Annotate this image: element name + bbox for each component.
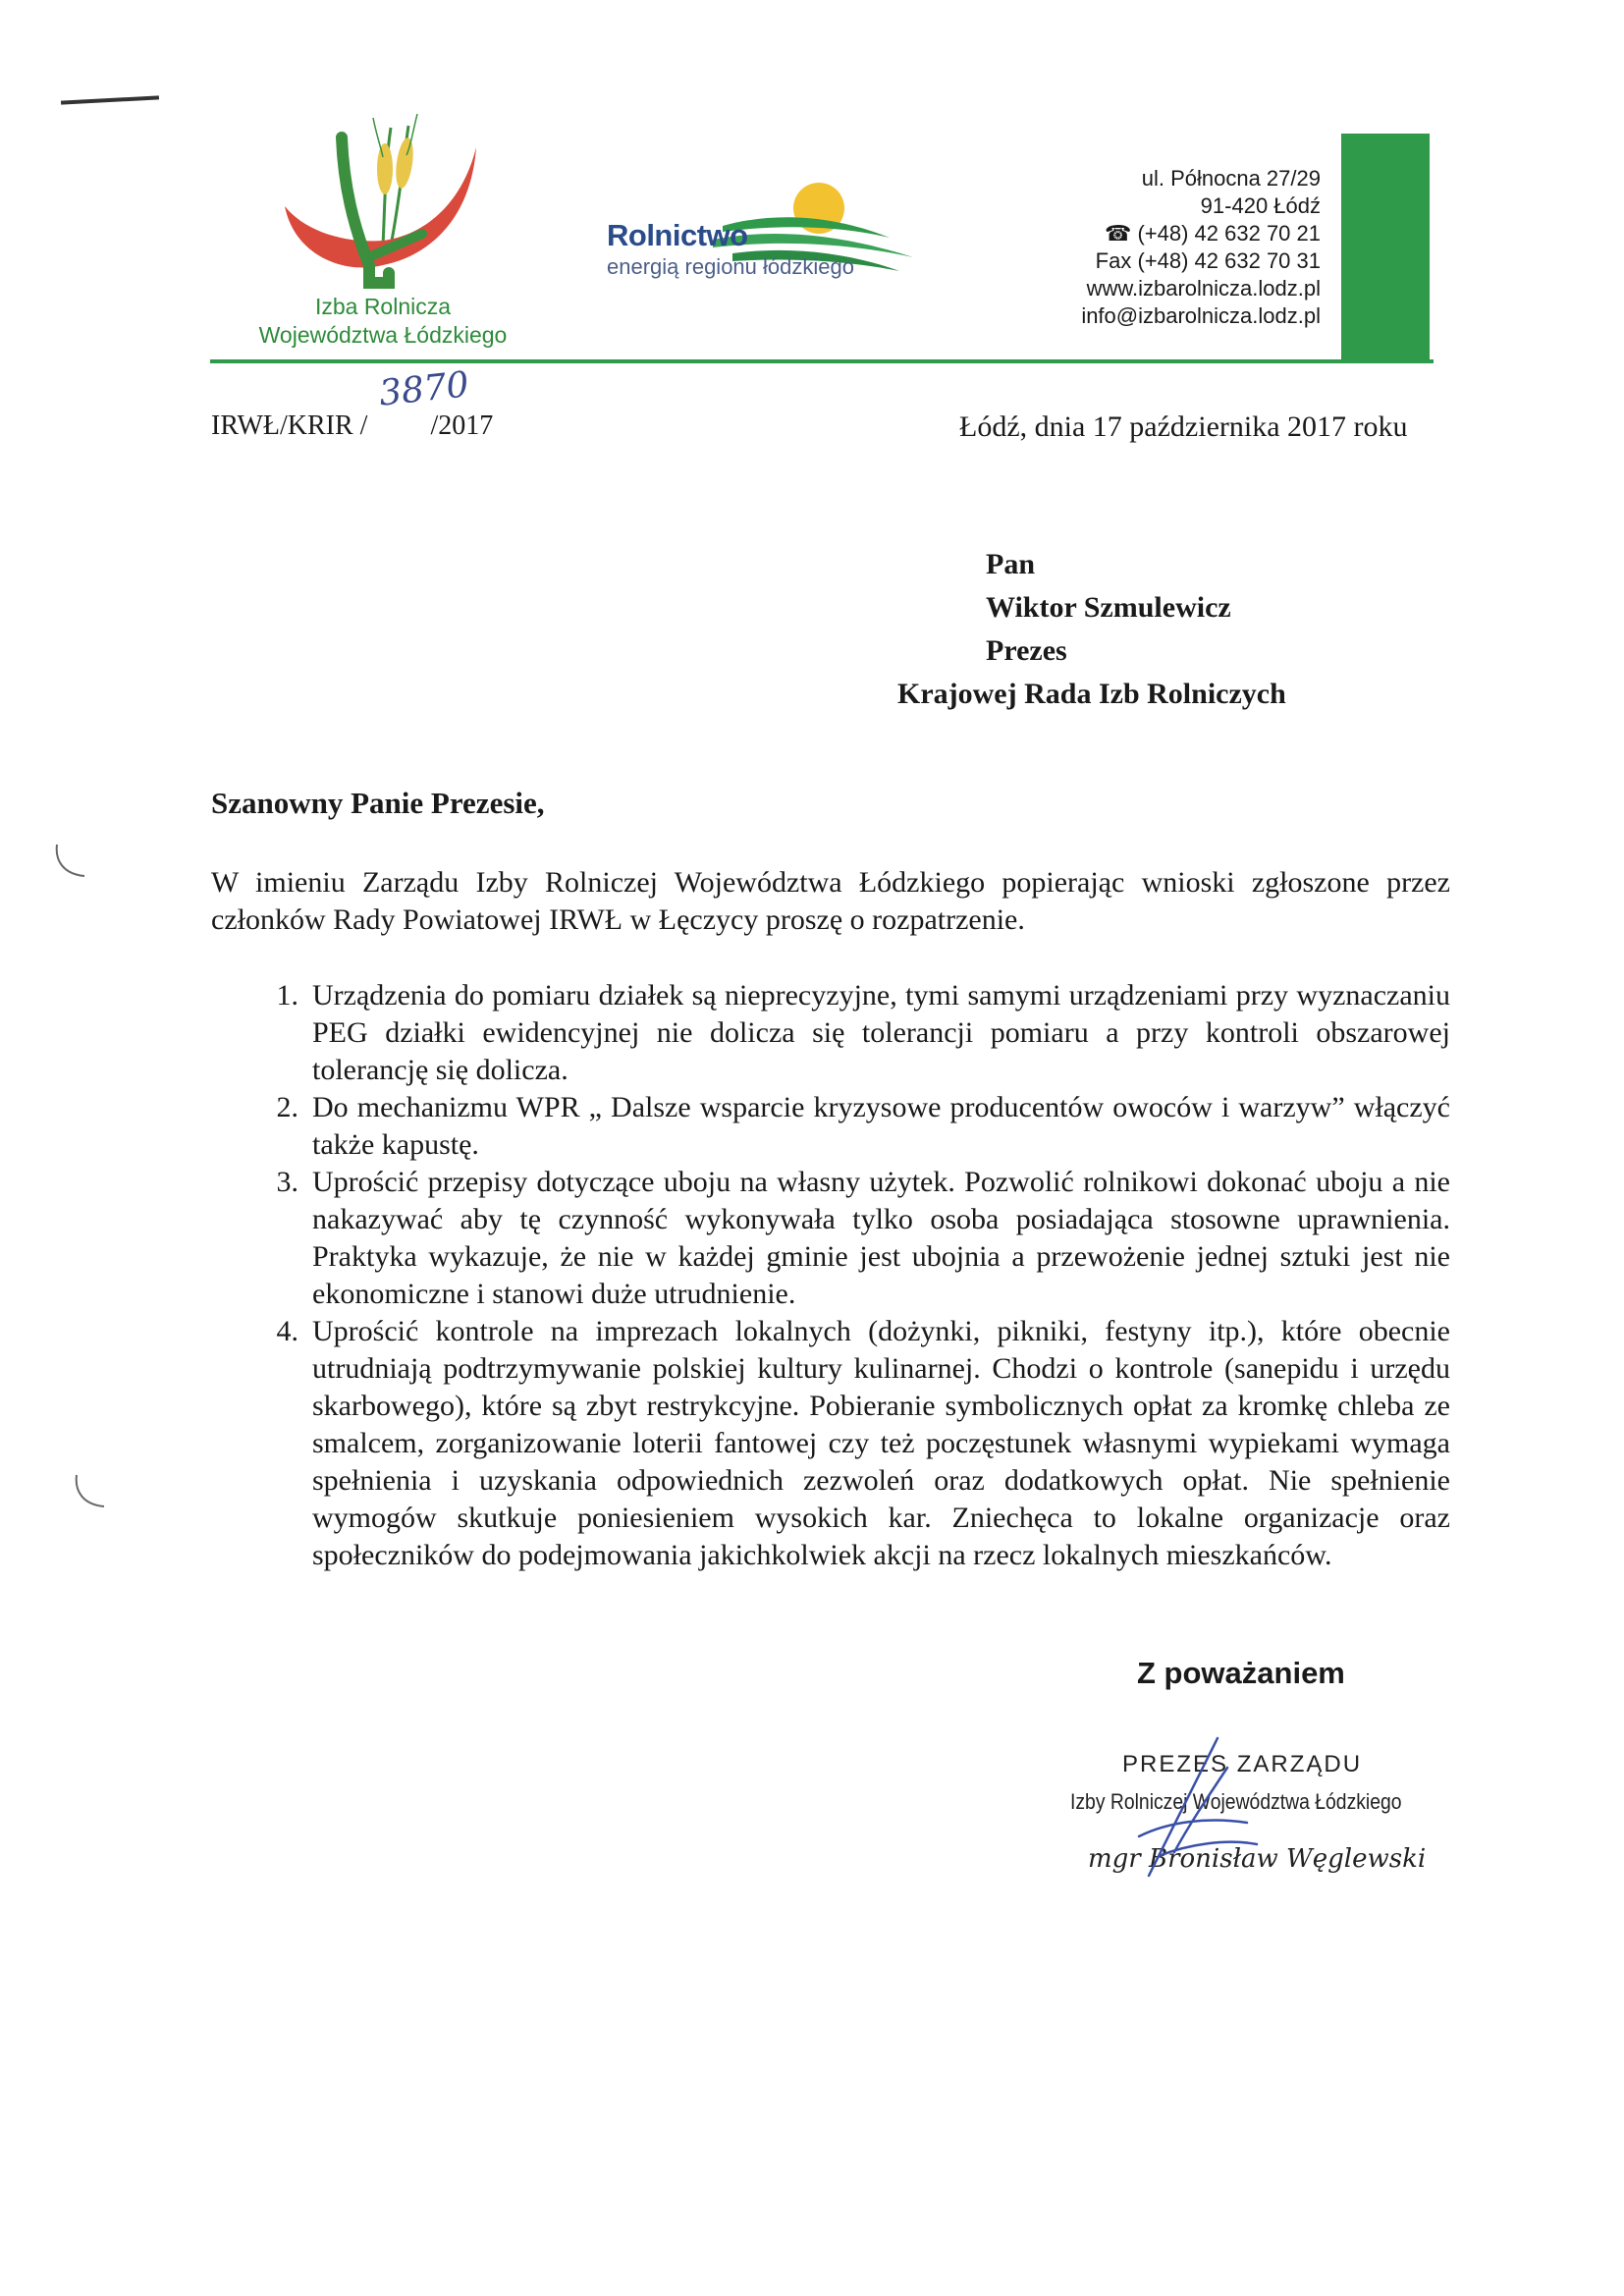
contact-block <box>1011 165 1321 330</box>
closing-phrase: Z poważaniem <box>1137 1656 1345 1690</box>
list-item-text: Do mechanizmu WPR „ Dalsze wsparcie kryzysowe producentów owoców i warzyw” włączyć także kapustę. <box>312 1091 1450 1161</box>
date-line: Łódź, dnia 17 października 2017 roku <box>959 410 1408 443</box>
address-postal: 91-420 Łódź <box>1200 193 1321 218</box>
addressee-position: Prezes <box>986 634 1067 667</box>
list-item-number: 3. <box>276 1166 298 1198</box>
wheat-icon <box>373 114 417 246</box>
brand-subtitle: energią regionu łódzkiego <box>607 254 854 279</box>
brand-title: Rolnictwo <box>607 218 748 252</box>
list-item-number: 4. <box>276 1315 298 1347</box>
addressee-organization: Krajowej Rada Izb Rolniczych <box>897 678 1286 710</box>
address-street: ul. Północna 27/29 <box>1141 166 1321 191</box>
list-item-text: Urządzenia do pomiaru działek są nieprecyzyjne, tymi samymi urządzeniami przy wyznaczaniu PEG działki ewidencyjnej nie dolicza się tolerancji pomiaru a przy kontroli obszarowej tolerancję się dolicza. <box>312 979 1450 1086</box>
email-link[interactable]: info@izbarolnicza.lodz.pl <box>1081 303 1321 328</box>
phone-number: ☎ (+48) 42 632 70 21 <box>1104 221 1321 246</box>
handwritten-signature <box>1080 1728 1276 1886</box>
list-item <box>211 977 1450 1089</box>
list-item-number: 1. <box>276 979 298 1011</box>
punch-hole-mark <box>49 841 92 884</box>
org-name <box>226 293 540 350</box>
salutation: Szanowny Panie Prezesie, <box>211 786 545 820</box>
list-item <box>211 1164 1450 1313</box>
punch-hole-mark <box>69 1471 112 1514</box>
website-link[interactable]: www.izbarolnicza.lodz.pl <box>1086 276 1321 301</box>
fax-number: Fax (+48) 42 632 70 31 <box>1095 248 1321 273</box>
reference-prefix: IRWŁ/KRIR / <box>211 410 368 441</box>
addressee-name: Wiktor Szmulewicz <box>986 591 1231 624</box>
list-item-number: 2. <box>276 1091 298 1123</box>
list-item <box>211 1089 1450 1164</box>
izba-rolnicza-logo <box>275 108 491 304</box>
list-item-text: Uprościć przepisy dotyczące uboju na własny użytek. Pozwolić rolnikowi dokonać uboju a nie nakazywać aby tę czynność wykonywała tylko osoba posiadająca stosowne uprawnienia. Praktyka wykazuje, że nie w każdej gminie jest ubojnia a przewożenie jednej sztuki jest nie ekonomiczne i stanowi duże utrudnienie. <box>312 1166 1450 1310</box>
reference-number <box>211 410 493 442</box>
handwritten-reference-number: 3870 <box>377 364 471 414</box>
org-name-line2: Województwa Łódzkiego <box>258 322 508 348</box>
stamp-organization: Izby Rolniczej Województwa Łódzkiego <box>1070 1789 1402 1814</box>
letterhead-green-bar <box>1341 134 1430 361</box>
org-name-line1: Izba Rolnicza <box>314 294 452 319</box>
intro-paragraph: W imieniu Zarządu Izby Rolniczej Województwa Łódzkiego popierając wnioski zgłoszone przez członków Rady Powiatowej IRWŁ w Łęczycy proszę o rozpatrzenie. <box>211 866 1450 936</box>
scan-mark <box>61 95 159 104</box>
stamp-name: mgr Bronisław Węglewski <box>1088 1844 1427 1874</box>
addressee-title: Pan <box>986 548 1036 580</box>
list-item-text: Uprościć kontrole na imprezach lokalnych (dożynki, pikniki, festyny itp.), które obecnie utrudniają podtrzymywanie polskiej kultury kulinarnej. Chodzi o kontrole (sanepidu i urzędu skarbowego), które są zbyt restrykcyjne. Pobieranie symbolicznych opłat za kromkę chleba ze smalcem, zorganizowanie loterii fantowej czy też poczęstunek własnymi wypiekami wymaga spełnienia i uzyskania odpowiednich zezwoleń oraz dodatkowych opłat. Nie spełnienie wymogów skutkuje poniesieniem wysokich kar. Zniechęca to lokalne organizacje oraz społeczników do podejmowania jakichkolwiek akcji na rzecz lokalnych mieszkańców. <box>312 1315 1450 1571</box>
list-item <box>211 1313 1450 1574</box>
header-divider <box>210 359 1434 363</box>
stamp-title: PREZES ZARZĄDU <box>1122 1751 1363 1777</box>
reference-suffix: /2017 <box>430 410 494 441</box>
request-list <box>211 977 1450 1574</box>
